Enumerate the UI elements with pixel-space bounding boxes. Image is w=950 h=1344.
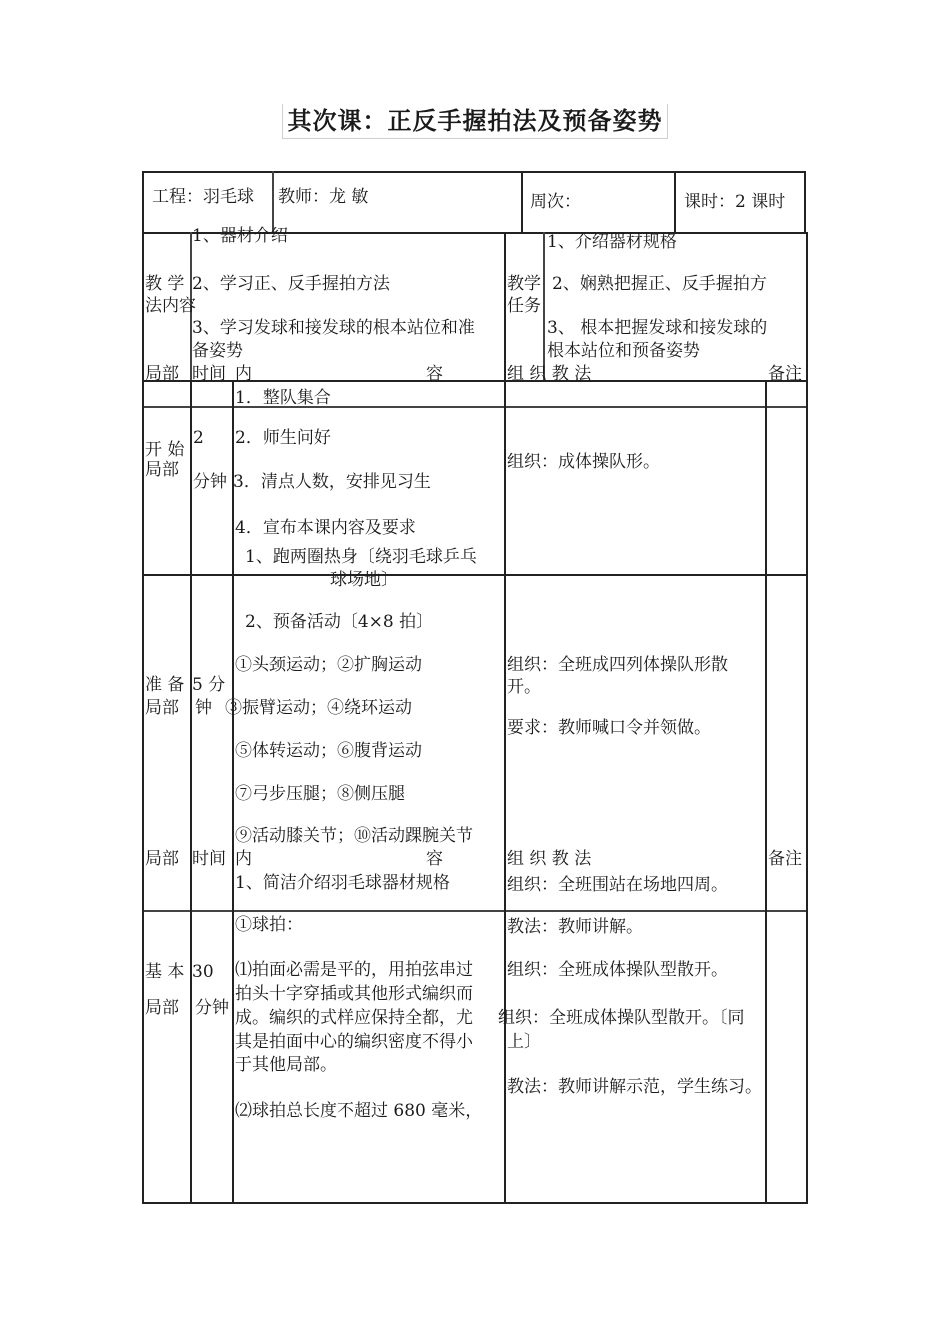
basic-item: ⑵球拍总长度不超过 680 毫米， [235, 1101, 483, 1121]
col-header-content-b: 容 [426, 849, 443, 869]
basic-time1: 30 [192, 962, 214, 982]
basic-item: 于其他局部。 [235, 1055, 337, 1075]
prep-method-line1: 组织：全班成四列体操队形散 [507, 655, 728, 675]
prep-part-label1: 准 备 [145, 675, 185, 695]
col-header-part: 局部 [145, 849, 179, 869]
content-label-line1: 教 学 [145, 274, 185, 294]
content-item: 3、学习发球和接发球的根本站位和准 [192, 318, 475, 338]
task-label-line1: 教学 [507, 274, 541, 294]
task-item: 1、介绍器材规格 [547, 232, 677, 252]
task-item: 3、 根本把握发球和接发球的 [547, 318, 768, 338]
col-header-method: 组 织 教 法 [507, 849, 592, 869]
col-header-method: 组 织 教 法 [507, 364, 592, 384]
start-method: 组织：成体操队形。 [507, 452, 660, 472]
teacher-label: 教师：龙 敏 [278, 187, 369, 207]
basic-item: 其是拍面中心的编织密度不得小 [235, 1032, 473, 1052]
start-item: 3．清点人数，安排见习生 [233, 472, 431, 492]
basic-method: 教法：教师讲解。 [507, 917, 643, 937]
task-label-line2: 任务 [507, 296, 541, 316]
task-item: 2、娴熟把握正、反手握拍方 [552, 274, 767, 294]
prep-item: ③振臂运动；④绕环运动 [225, 698, 412, 718]
col-header-time: 时间 [192, 364, 226, 384]
content-item: 备姿势 [192, 341, 243, 361]
basic-item: ⑴拍面必需是平的，用拍弦串过 [235, 960, 473, 980]
col-header-content-b: 容 [426, 364, 443, 384]
basic-method: 组织：全班成体操队型散开。〔同 [498, 1008, 745, 1028]
prep-method-line2: 开。 [507, 677, 541, 697]
start-part-label2: 局部 [145, 460, 179, 480]
basic-item: 成。编织的式样应保持全都，尤 [235, 1008, 473, 1028]
prep-item: 球场地〕 [330, 570, 398, 590]
basic-method: 组织：全班成体操队型散开。 [507, 960, 728, 980]
prep-method-line3: 要求：教师喊口令并领做。 [507, 718, 711, 738]
basic-intro: 1、简洁介绍羽毛球器材规格 [235, 873, 450, 893]
class-hours-label: 课时：2 课时 [684, 192, 786, 212]
content-item: 1、器材介绍 [192, 226, 288, 246]
prep-item: ⑤体转运动；⑥腹背运动 [235, 741, 422, 761]
basic-item: ①球拍： [235, 915, 303, 935]
prep-item: ⑨活动膝关节；⑩活动踝腕关节 [235, 826, 473, 846]
page-title: 其次课：正反手握拍法及预备姿势 [282, 104, 668, 139]
start-time2: 分钟 [193, 472, 227, 492]
basic-intro-method: 组织：全班围站在场地四周。 [507, 875, 728, 895]
prep-time2: 钟 [195, 698, 212, 718]
basic-item: 拍头十字穿插或其他形式编织而 [235, 984, 473, 1004]
prep-item: 2、预备活动〔4×8 拍〕 [245, 612, 434, 632]
prep-part-label2: 局部 [145, 698, 179, 718]
content-item: 2、学习正、反手握拍方法 [192, 274, 390, 294]
project-label: 工程：羽毛球 [152, 187, 254, 207]
start-time1: 2 [193, 428, 204, 448]
prep-item: ①头颈运动；②扩胸运动 [235, 655, 422, 675]
basic-method: 上〕 [507, 1032, 541, 1052]
col-header-part: 局部 [145, 364, 179, 384]
prep-item: ⑦弓步压腿；⑧侧压腿 [235, 784, 405, 804]
col-header-time: 时间 [192, 849, 226, 869]
prep-time1: 5 分 [192, 675, 226, 695]
start-item: 1．整队集合 [235, 388, 331, 408]
basic-time2: 分钟 [195, 998, 229, 1018]
col-header-note: 备注 [768, 364, 802, 384]
basic-method: 教法：教师讲解示范，学生练习。 [507, 1077, 762, 1097]
task-item: 根本站位和预备姿势 [547, 341, 700, 361]
col-header-content-a: 内 [235, 364, 252, 384]
prep-item: 1、跑两圈热身〔绕羽毛球乒乓 [245, 547, 477, 567]
content-label-line2: 法内容 [145, 296, 196, 316]
basic-part-label1: 基 本 [145, 962, 185, 982]
start-part-label1: 开 始 [145, 440, 185, 460]
start-item: 4．宣布本课内容及要求 [235, 518, 416, 538]
col-header-content-a: 内 [235, 849, 252, 869]
start-item: 2．师生问好 [235, 428, 331, 448]
col-header-note: 备注 [768, 849, 802, 869]
week-label: 周次： [530, 192, 581, 212]
basic-part-label2: 局部 [145, 998, 179, 1018]
